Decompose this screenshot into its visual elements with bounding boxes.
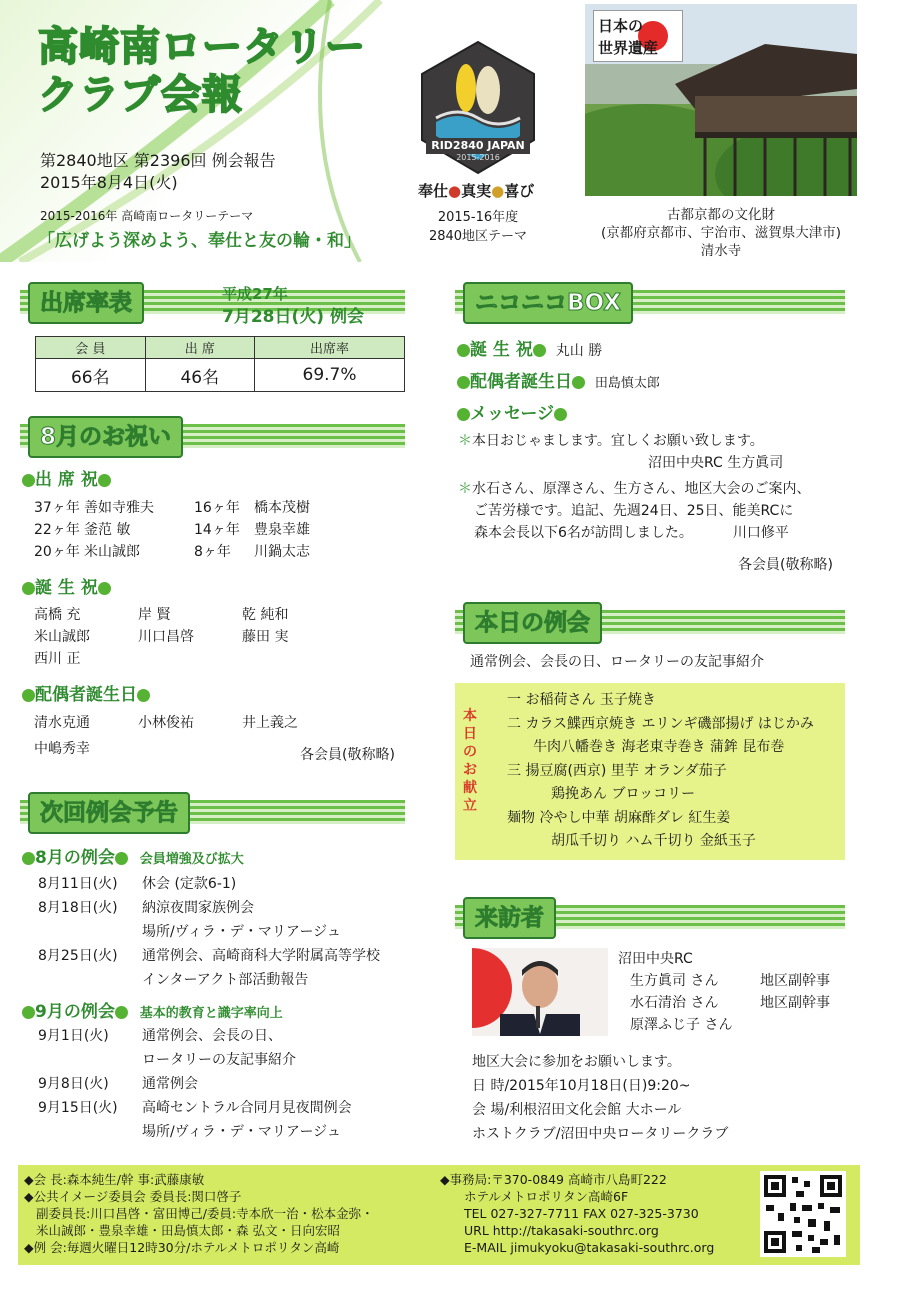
visitor-list <box>618 948 830 1036</box>
visitor-photo <box>472 948 608 1036</box>
bullet-icon <box>98 474 111 487</box>
visitors-heading: 来訪者 <box>463 897 556 939</box>
bullet-icon <box>572 376 585 389</box>
message-sender: 川口修平 <box>732 525 789 541</box>
menu-item: 麺物 冷やし中華 胡麻酢ダレ 紅生姜 <box>507 809 731 826</box>
attendance-award-title: 出 席 祝 <box>22 468 111 492</box>
bullet-icon <box>98 582 111 595</box>
district-theme-year: 2015-16年度 <box>437 210 519 225</box>
next-meetings-header <box>20 800 405 824</box>
bullet-icon <box>457 344 470 357</box>
list-item: 中嶋秀幸 <box>34 741 90 757</box>
list-item: 場所/ヴィラ・デ・マリアージュ <box>142 924 341 940</box>
bullet-icon <box>137 689 150 702</box>
district-theme-label: 2840地区テーマ <box>428 229 528 244</box>
attendance-heading: 出席率表 <box>28 282 144 324</box>
bullet-icon <box>22 582 35 595</box>
menu-item: 鶏挽あん ブロッコリー <box>551 786 696 802</box>
footer-line: ホテルメトロポリタン高崎6F <box>464 1189 629 1204</box>
today-header <box>455 610 845 634</box>
niconico-spouse: 配偶者誕生日 田島慎太郎 <box>457 370 660 396</box>
bullet-icon <box>22 1006 35 1019</box>
niconico-messages <box>458 430 853 544</box>
bullet-icon <box>457 376 470 389</box>
club-theme: 「広げよう深めよう、奉仕と友の輪・和」 <box>38 231 361 251</box>
value-members: 66名 <box>36 359 146 392</box>
list-item: 8月11日(火) 休会 (定款6-1) <box>38 876 237 892</box>
celebrations-honorific: 各会員(敬称略) <box>300 747 395 763</box>
meeting-line: 第2840地区 第2396回 例会報告 <box>40 151 276 170</box>
notice-host: ホストクラブ/沼田中央ロータリークラブ <box>472 1126 729 1142</box>
footer-email[interactable]: E-MAIL jimukyoku@takasaki-southrc.org <box>464 1240 715 1255</box>
bullet-icon <box>554 408 567 421</box>
qr-code[interactable] <box>760 1171 846 1257</box>
meeting-date: 2015年8月4日(火) <box>40 173 178 192</box>
list-item: 20ヶ年 米山誠郎 8ヶ年 川鍋太志 <box>34 544 310 560</box>
menu-label: 本日のお献立 <box>463 708 477 814</box>
col-members: 会 員 <box>36 337 146 359</box>
message-line: 森本会長以下6名が訪問しました。 川口修平 <box>474 525 789 541</box>
emblem-text: RID2840 JAPAN <box>431 139 525 152</box>
district-emblem <box>418 40 538 175</box>
message-line: ご苦労様です。追記、先週24日、25日、能美RCに <box>474 503 794 519</box>
list-item: 西川 正 <box>34 651 81 667</box>
spouse-birthday-title: 配偶者誕生日 <box>22 683 150 707</box>
attendance-date-year: 平成27年 <box>222 285 288 303</box>
footer-line: TEL 027-327-7711 FAX 027-325-3730 <box>464 1206 699 1221</box>
motto-service: 奉仕 <box>418 182 449 200</box>
notice-text: 地区大会に参加をお願いします。 <box>472 1054 681 1070</box>
birthday-list <box>34 604 288 670</box>
birthday-title: 誕 生 祝 <box>22 576 111 600</box>
list-item: 清水克通 小林俊祐 井上義之 <box>34 715 298 731</box>
col-present: 出 席 <box>145 337 255 359</box>
notice-date: 日 時/2015年10月18日(日)9:20~ <box>472 1078 691 1094</box>
speaker-image <box>472 948 608 1036</box>
message-sender: 沼田中央RC 生方眞司 <box>648 455 784 471</box>
attendance-date: 7月28日(火) 例会 <box>222 307 364 327</box>
visitor-item: 水石清治 さん 地区副幹事 <box>630 995 830 1011</box>
value-rate: 69.7% <box>255 359 405 392</box>
today-description: 通常例会、会長の日、ロータリーの友記事紹介 <box>470 654 764 670</box>
footer-line: ◆公共イメージ委員会 委員長:関口啓子 <box>24 1189 242 1204</box>
badge-line1: 日本の <box>598 17 644 35</box>
footer <box>18 1165 860 1265</box>
niconico-spouse-name: 田島慎太郎 <box>594 376 660 391</box>
bullet-icon <box>115 852 128 865</box>
photo-caption <box>585 206 857 260</box>
next-meetings-heading: 次回例会予告 <box>28 792 190 834</box>
badge-line2: 世界遺産 <box>598 39 659 57</box>
visitor-item: 原澤ふじ子 さん <box>630 1017 733 1033</box>
menu-item: 胡瓜千切り ハム千切り 金紙玉子 <box>551 833 756 849</box>
footer-club-info <box>24 1171 374 1256</box>
list-item: 37ヶ年 善如寺雅夫 16ヶ年 橋本茂樹 <box>34 500 310 516</box>
september-meetings-title: 9月の例会 基本的教育と識字率向上 <box>22 1000 283 1026</box>
list-item: 米山誠郎 川口昌啓 藤田 実 <box>34 629 289 645</box>
bullet-icon <box>22 474 35 487</box>
list-item: インターアクト部活動報告 <box>142 972 309 988</box>
newsletter-title-line2: クラブ会報 <box>38 72 243 118</box>
list-item: ロータリーの友記事紹介 <box>142 1052 296 1068</box>
list-item: 場所/ヴィラ・デ・マリアージュ <box>142 1124 341 1140</box>
list-item: 9月15日(火) 高崎セントラル合同月見夜間例会 <box>38 1100 352 1116</box>
niconico-heading: ニコニコBOX <box>463 282 633 324</box>
qr-code-icon <box>760 1171 846 1257</box>
niconico-birthday: 誕 生 祝 丸山 勝 <box>457 338 602 363</box>
footer-line: ◆会 長:森本純生/幹 事:武藤康敏 <box>24 1172 205 1187</box>
motto-joy: 喜び <box>504 182 535 200</box>
theme-label: 2015-2016年 高崎南ロータリーテーマ <box>40 209 254 223</box>
photo-caption-location: (京都府京都市、宇治市、滋賀県大津市) <box>600 225 842 241</box>
visitor-item: 生方眞司 さん 地区副幹事 <box>630 973 830 989</box>
footer-url[interactable]: URL http://takasaki-southrc.org <box>464 1223 659 1238</box>
temple-photo <box>585 4 857 196</box>
list-item: 22ヶ年 釜范 敏 14ヶ年 豊泉幸雄 <box>34 522 310 538</box>
menu-item: 一 お稲荷さん 玉子焼き <box>507 692 656 708</box>
world-heritage-badge <box>593 10 683 62</box>
niconico-message-title: メッセージ <box>457 402 567 426</box>
niconico-birthday-name: 丸山 勝 <box>555 343 603 359</box>
list-item: 8月18日(火) 納涼夜間家族例会 <box>38 900 254 916</box>
august-meeting-list <box>38 872 380 992</box>
district-theme-caption <box>425 208 531 246</box>
bullet-icon <box>115 1006 128 1019</box>
visitor-club: 沼田中央RC <box>618 951 693 967</box>
message-line: ＊本日おじゃまします。宜しくお願い致します。 <box>458 433 764 449</box>
celebrations-header <box>20 424 405 448</box>
menu-item: 牛肉八幡巻き 海老東寺巻き 蒲鉾 昆布巻 <box>533 739 785 755</box>
district-motto: 奉仕●真実●喜び <box>418 182 535 200</box>
message-line: ＊水石さん、原澤さん、生方さん、地区大会のご案内、 <box>458 481 811 497</box>
attendance-award-list <box>34 497 310 563</box>
list-item: 8月25日(火) 通常例会、高崎商科大学附属高等学校 <box>38 948 380 964</box>
bullet-icon <box>533 344 546 357</box>
photo-caption-temple: 清水寺 <box>700 243 742 259</box>
newsletter-title-line1: 高崎南ロータリー <box>38 24 366 70</box>
bullet-icon <box>22 852 35 865</box>
attendance-table <box>35 336 405 392</box>
september-meeting-list <box>38 1024 352 1144</box>
today-heading: 本日の例会 <box>463 602 602 644</box>
notice-venue: 会 場/利根沼田文化会館 大ホール <box>472 1102 682 1118</box>
menu-item: 三 揚豆腐(西京) 里芋 オランダ茄子 <box>507 762 727 779</box>
list-item: 9月8日(火) 通常例会 <box>38 1076 198 1092</box>
list-item: 高橋 充 岸 賢 乾 純和 <box>34 607 289 623</box>
bullet-icon <box>457 408 470 421</box>
footer-office-info <box>440 1171 714 1256</box>
september-theme: 基本的教育と識字率向上 <box>139 1006 283 1021</box>
menu-item: 二 カラス鰈西京焼き エリンギ磯部揚げ はじかみ <box>507 715 814 732</box>
august-meetings-title: 8月の例会 会員増強及び拡大 <box>22 846 244 872</box>
spouse-birthday-list <box>34 710 298 762</box>
list-item: 9月1日(火) 通常例会、会長の日、 <box>38 1028 282 1044</box>
niconico-honorific: 各会員(敬称略) <box>738 557 833 573</box>
menu-box <box>455 683 845 860</box>
footer-line: ◆事務局:〒370-0849 高崎市八島町222 <box>440 1172 667 1187</box>
emblem-years: 2015-2016 <box>456 153 500 162</box>
celebrations-heading: 8月のお祝い <box>28 416 183 458</box>
col-rate: 出席率 <box>255 337 405 359</box>
footer-line: 米山誠郎・豊泉幸雄・田島慎太郎・森 弘文・日向宏昭 <box>36 1223 340 1238</box>
august-theme: 会員増強及び拡大 <box>139 852 244 867</box>
photo-caption-title: 古都京都の文化財 <box>667 207 775 223</box>
footer-line: 副委員長:川口昌啓・富田博己/委員:寺本欣一治・松本金弥・ <box>36 1206 374 1221</box>
motto-truth: 真実 <box>461 182 492 200</box>
bullet-icon <box>22 689 35 702</box>
district-conference-notice <box>472 1050 728 1146</box>
value-present: 46名 <box>145 359 255 392</box>
menu-list <box>503 689 814 854</box>
footer-line: ◆例 会:毎週火曜日12時30分/ホテルメトロポリタン高崎 <box>24 1240 340 1255</box>
niconico-header <box>455 290 845 314</box>
visitors-header <box>455 905 845 929</box>
